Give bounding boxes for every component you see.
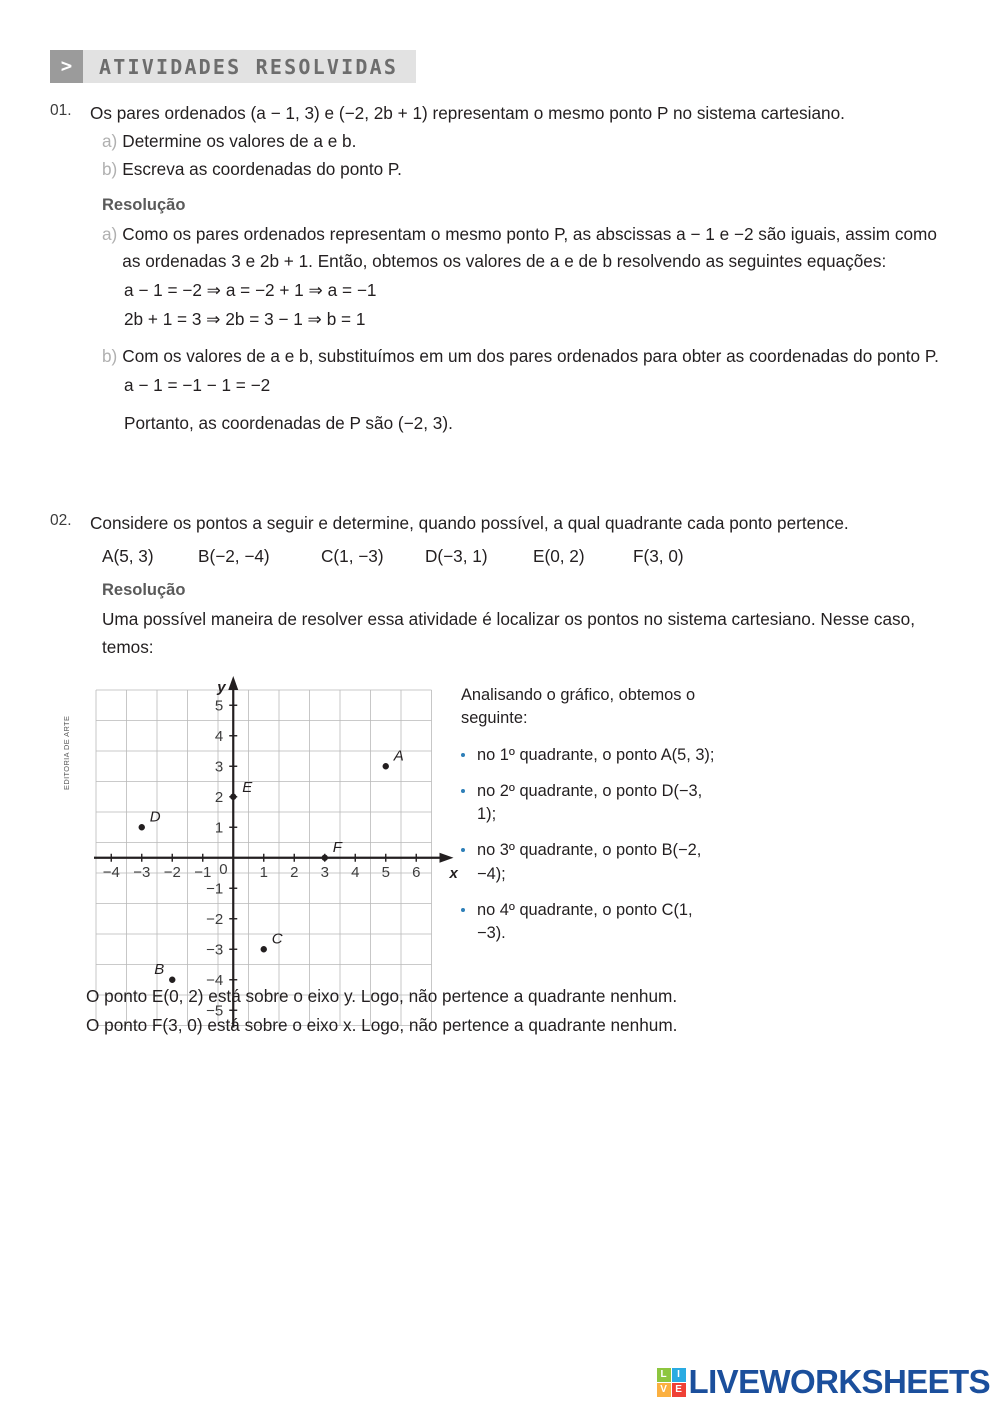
x-tick-label: 2 <box>290 863 299 881</box>
x-tick-label: 5 <box>381 863 390 881</box>
exercise-01-number: 01. <box>50 102 72 119</box>
x-tick-label: 4 <box>351 863 360 881</box>
plotted-point-b <box>154 961 175 983</box>
exercise-02-resolution-intro: Uma possível maneira de resolver essa atividade é localizar os pontos no sistema cartesiano. Nesse caso, temos: <box>102 608 915 657</box>
closing-line-2: O ponto F(3, 0) está sobre o eixo x. Logo, não pertence a quadrante nenhum. <box>86 1014 678 1035</box>
x-tick-label: −4 <box>102 863 120 881</box>
point-a: A(5, 3) <box>102 545 154 566</box>
equation-3: a − 1 = −1 − 1 = −2 <box>124 374 271 395</box>
item-a-text: Determine os valores de a e b. <box>122 130 357 151</box>
point-label: F <box>332 838 342 856</box>
point-f: F(3, 0) <box>633 545 684 566</box>
logo-letter-l: L <box>657 1368 671 1382</box>
y-tick-label: 2 <box>214 788 224 806</box>
x-tick-label: 1 <box>259 863 268 881</box>
exercise-02-body <box>90 510 955 662</box>
y-tick-label: −4 <box>206 971 224 989</box>
section-title: ATIVIDADES RESOLVIDAS <box>99 54 399 79</box>
bullet-dot-icon <box>461 780 477 827</box>
x-tick-label: −2 <box>163 863 181 881</box>
bullet-dot-icon <box>461 744 477 767</box>
item-a-letter: a) <box>102 130 118 151</box>
exercise-01-resolution-a <box>102 221 955 277</box>
analysis-bullet-1-text: no 1º quadrante, o ponto A(5, 3); <box>477 745 715 764</box>
equation-1: a − 1 = −2 ⇒ a = −2 + 1 ⇒ a = −1 <box>124 280 377 301</box>
section-title-band <box>83 50 416 83</box>
y-tick-label: −5 <box>206 1002 224 1020</box>
point-label: E <box>242 778 253 796</box>
plotted-point-a <box>383 747 404 769</box>
exercise-01 <box>50 100 955 438</box>
resolution-b-letter: b) <box>102 346 118 367</box>
analysis-bullet-3-text: no 3º quadrante, o ponto B(−2, −4); <box>477 841 702 883</box>
logo-letter-v: V <box>657 1383 671 1397</box>
exercise-01-item-a <box>102 128 955 156</box>
y-tick-label: −1 <box>206 880 224 898</box>
logo-letter-e: E <box>672 1383 686 1397</box>
equation-2: 2b + 1 = 3 ⇒ 2b = 3 − 1 ⇒ b = 1 <box>124 308 366 329</box>
y-axis-label: y <box>217 679 226 696</box>
plotted-point-d <box>139 808 161 830</box>
bullet-dot-icon <box>461 899 477 946</box>
y-tick-label: −3 <box>206 941 224 959</box>
exercise-02-number: 02. <box>50 512 72 529</box>
point-label: D <box>149 808 161 826</box>
exercise-02 <box>50 510 955 662</box>
x-axis-label: x <box>449 864 458 882</box>
exercise-01-resolution-b <box>102 343 955 371</box>
logo-letter-i: I <box>672 1368 686 1382</box>
analysis-intro: Analisando o gráfico, obtemos o seguinte: <box>461 686 696 728</box>
resolution-a-letter: a) <box>102 223 118 244</box>
x-tick-label: −3 <box>133 863 151 881</box>
origin-label: 0 <box>219 860 228 878</box>
exercise-01-resolution-heading: Resolução <box>102 195 186 214</box>
y-tick-label: 3 <box>214 758 224 776</box>
plotted-point-c <box>261 930 283 952</box>
point-label: B <box>154 960 165 978</box>
exercise-01-statement: Os pares ordenados (a − 1, 3) e (−2, 2b + 1) representam o mesmo ponto P no sistema cartesiano. <box>90 103 845 123</box>
y-tick-label: 4 <box>214 727 224 745</box>
closing-line-1: O ponto E(0, 2) está sobre o eixo y. Logo, não pertence a quadrante nenhum. <box>86 986 678 1006</box>
x-tick-label: −1 <box>194 863 212 881</box>
point-label: A <box>393 747 404 765</box>
closing-notes <box>86 982 966 1040</box>
item-b-text: Escreva as coordenadas do ponto P. <box>122 158 402 179</box>
point-b: B(−2, −4) <box>198 545 270 566</box>
resolution-b-text: Com os valores de a e b, substituímos em um dos pares ordenados para obter as coordenadas do ponto P. <box>122 346 939 367</box>
point-d: D(−3, 1) <box>425 545 488 566</box>
analysis-bullet-2-text: no 2º quadrante, o ponto D(−3, 1); <box>477 781 703 824</box>
item-b-letter: b) <box>102 158 118 179</box>
exercise-02-statement: Considere os pontos a seguir e determine, quando possível, a qual quadrante cada ponto pertence. <box>90 513 849 533</box>
analysis-bullet-1 <box>461 744 721 767</box>
figure-credit: EDITORIA DE ARTE <box>62 715 71 790</box>
logo-blocks-icon <box>657 1368 686 1397</box>
liveworksheets-logo[interactable] <box>657 1363 990 1401</box>
point-label: C <box>271 930 283 948</box>
y-tick-label: 5 <box>214 697 224 715</box>
y-tick-label: 1 <box>214 819 224 837</box>
analysis-bullet-2 <box>461 780 721 827</box>
exercise-01-conclusion: Portanto, as coordenadas de P são (−2, 3). <box>124 413 453 434</box>
exercise-02-resolution-heading: Resolução <box>102 580 186 599</box>
analysis-bullet-4-text: no 4º quadrante, o ponto C(1, −3). <box>477 901 693 943</box>
bullet-dot-icon <box>461 839 477 886</box>
logo-wordmark: LIVEWORKSHEETS <box>688 1363 990 1400</box>
y-tick-label: −2 <box>206 910 224 928</box>
section-header <box>50 50 416 83</box>
analysis-column <box>461 684 721 959</box>
analysis-bullet-3 <box>461 839 721 886</box>
exercise-02-points-list <box>102 546 955 567</box>
x-tick-label: 3 <box>320 863 329 881</box>
analysis-bullet-4 <box>461 899 721 946</box>
point-e: E(0, 2) <box>533 545 585 566</box>
exercise-01-item-b <box>102 156 955 184</box>
resolution-a-text: Como os pares ordenados representam o mesmo ponto P, as abscissas a − 1 e −2 são iguais, assim como as ordenadas 3 e 2b + 1. Então, obtemos os valores de a e de b resolvendo as seguintes equações: <box>122 223 937 272</box>
point-c: C(1, −3) <box>321 545 384 566</box>
exercise-01-body <box>90 100 955 438</box>
x-tick-label: 6 <box>412 863 421 881</box>
chevron-right-icon: > <box>50 50 83 83</box>
